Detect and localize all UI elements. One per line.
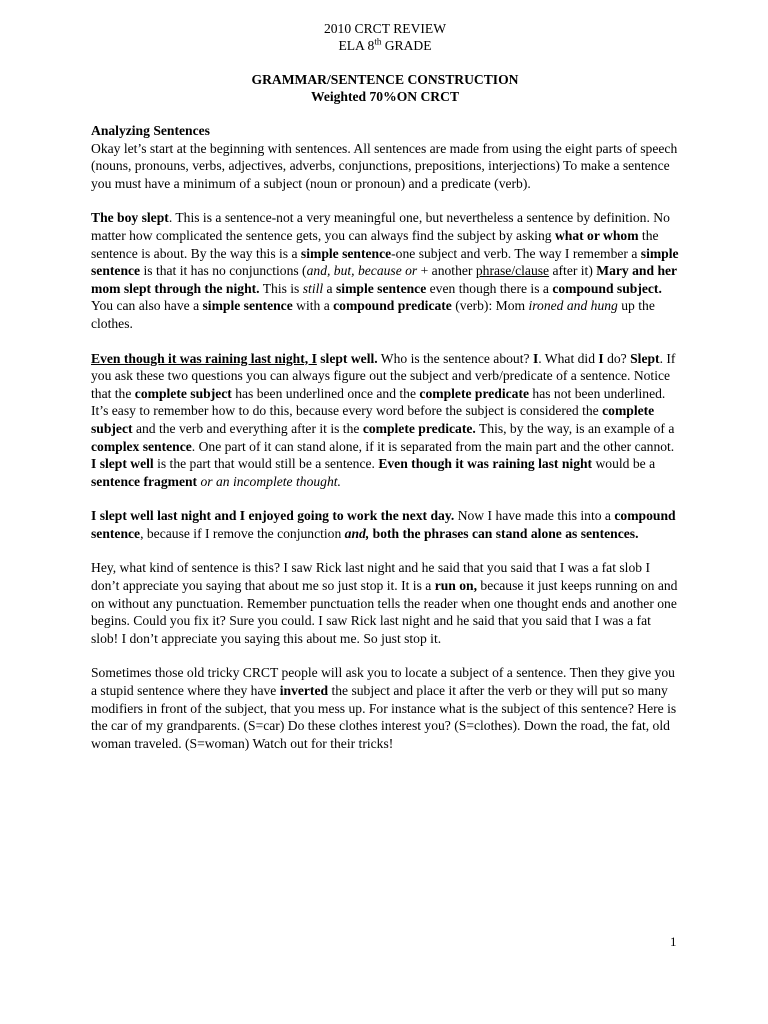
- header-line-2-sup: th: [374, 36, 382, 47]
- p2-text: is that it has no conjunctions (: [140, 263, 307, 279]
- header-line-2-pre: ELA 8: [338, 38, 375, 53]
- p3-bold: complete subject: [134, 385, 232, 401]
- p3-text: and the verb and everything after it is the: [132, 420, 363, 436]
- p2-text: . This is a sentence-not a very meaningful one, but nevertheless a sentence by definition. No matter how complicated the sentence gets, you can always find the subject by asking: [91, 210, 670, 243]
- p3-bold: I: [532, 350, 539, 366]
- p3-underline: Even though it was raining last night, I: [91, 350, 317, 366]
- p2-italic: and, but, because or: [306, 263, 418, 279]
- p4-text: , because if I remove the conjunction: [140, 525, 345, 541]
- page-number: 1: [670, 934, 677, 949]
- p5-text: Hey, what kind of sentence is this? I saw Rick last night and he said that you said that I was a fat slob I don’t appreciate you saying that about me so just stop it. It is a: [91, 560, 650, 594]
- p3-text: Who is the sentence about?: [377, 350, 533, 366]
- p3-bold: complete subject: [91, 403, 655, 436]
- p3-bold: Slept: [630, 350, 660, 366]
- p5-text: because it just keeps running on and on without any punctuation. Remember punctuation tells the reader when one thought ends and another one begins. Could you fix it? Sure you could. I saw Rick last night and he said that you said that I was a fat slob! I don’t appreciate you saying this about me. So just stop it.: [91, 578, 678, 646]
- p3-bold: I slept well: [91, 456, 154, 472]
- p3-bold: sentence fragment: [91, 473, 198, 489]
- p4-bold: compound sentence: [91, 508, 676, 541]
- section-heading: Analyzing Sentences: [91, 123, 210, 138]
- p3-text: would be a: [592, 456, 656, 472]
- p2-bold: what or whom: [554, 227, 639, 243]
- p3-text: This, by the way, is an example of a: [475, 420, 675, 436]
- p3-text: do?: [603, 350, 631, 366]
- p5-bold: run on,: [434, 578, 477, 594]
- p2-text: even though there is a: [426, 280, 553, 296]
- p2-text: up the clothes.: [91, 298, 655, 331]
- p2-bold: Mary and her mom slept through the night.: [91, 263, 677, 296]
- p6-text: the subject and place it after the verb or they will put so many modifiers in front of the subject, that you mess up. For instance what is the subject of this sentence? Here is the car of my grandparents. (S=car) Do these clothes interest you? (S=clothes). Down the road, the fat, old woman traveled. (S=woman) Watch out for their tricks!: [91, 683, 677, 751]
- p3-bold: slept well.: [316, 350, 378, 366]
- p2-text: (verb): Mom: [451, 298, 529, 314]
- p2-bold: simple sentence: [336, 280, 427, 296]
- paragraph-3: [91, 350, 679, 491]
- p2-bold: compound predicate: [333, 298, 452, 314]
- document-subtitle: Weighted 70%ON CRCT: [310, 89, 460, 104]
- p3-bold: complex sentence: [91, 438, 192, 454]
- p3-bold: complete predicate.: [362, 420, 476, 436]
- p3-text: . If you ask these two questions you can always figure out the subject and verb/predicate of a sentence. Notice that the: [91, 350, 676, 401]
- p3-text: . What did: [538, 350, 599, 366]
- paragraph-1: Okay let’s start at the beginning with sentences. All sentences are made from using the eight parts of speech (nouns, pronouns, verbs, adjectives, adverbs, conjunctions, prepositions, interjections) To make a sentence you must have a minimum of a subject (noun or pronoun) and a predicate (verb).: [91, 140, 678, 191]
- p2-text: -one subject and verb. The way I remember a: [391, 245, 641, 261]
- p3-text: has been underlined once and the: [231, 385, 420, 401]
- p3-bold-underline: [91, 351, 317, 366]
- paragraph-2: [91, 209, 679, 332]
- document-page: [91, 20, 679, 752]
- title-block: [91, 71, 679, 105]
- p2-italic: ironed and hung: [528, 298, 618, 314]
- p2-text: You can also have a: [91, 298, 203, 314]
- p4-bold: I slept well last night and I enjoyed going to work the next day.: [91, 508, 455, 524]
- paragraph-4: [91, 507, 679, 542]
- p4-text: Now I have made this into a: [454, 508, 615, 524]
- p4-bold: both the phrases can stand alone as sentences.: [369, 525, 639, 541]
- document-header: [91, 20, 679, 54]
- p4-bold-italic: [345, 526, 370, 541]
- p2-text: a: [323, 280, 336, 296]
- p2-bold: compound subject.: [552, 280, 662, 296]
- p2-text: with a: [292, 298, 334, 314]
- p3-italic: or an incomplete thought.: [197, 473, 341, 489]
- p3-text: has not been underlined. It’s easy to remember how to do this, because every word before the subject is considered the: [91, 385, 666, 419]
- paragraph-5: [91, 559, 679, 647]
- p4-italic: and,: [344, 525, 370, 541]
- p2-bold: simple sentence: [91, 245, 679, 279]
- header-line-2-post: GRADE: [381, 38, 432, 53]
- p2-bold: simple sentence: [202, 298, 293, 314]
- p3-bold: complete predicate: [419, 385, 530, 401]
- p6-bold: inverted: [279, 683, 329, 699]
- p2-text: the sentence is about. By the way this is a: [91, 227, 659, 261]
- p3-bold: Even though it was raining last night: [378, 456, 593, 472]
- document-title: GRAMMAR/SENTENCE CONSTRUCTION: [251, 72, 519, 87]
- p3-text: is the part that would still be a sentence.: [153, 456, 379, 472]
- p2-text: after it): [549, 263, 597, 279]
- header-line-1: 2010 CRCT REVIEW: [323, 21, 447, 36]
- p2-bold: simple sentence: [300, 245, 392, 261]
- p2-underline: phrase/clause: [475, 263, 550, 279]
- header-line-2: [91, 37, 679, 54]
- p6-text: Sometimes those old tricky CRCT people will ask you to locate a subject of a sentence. Then they give you a stupid sentence where they have: [91, 665, 675, 699]
- p2-text: This is: [259, 280, 303, 296]
- p3-text: . One part of it can stand alone, if it is separated from the main part and the other cannot.: [191, 438, 675, 454]
- p3-bold: I: [598, 350, 604, 366]
- p2-italic: still: [302, 280, 324, 296]
- p2-text: + another: [417, 263, 476, 279]
- p2-bold: The boy slept: [91, 210, 169, 226]
- paragraph-6: [91, 664, 679, 752]
